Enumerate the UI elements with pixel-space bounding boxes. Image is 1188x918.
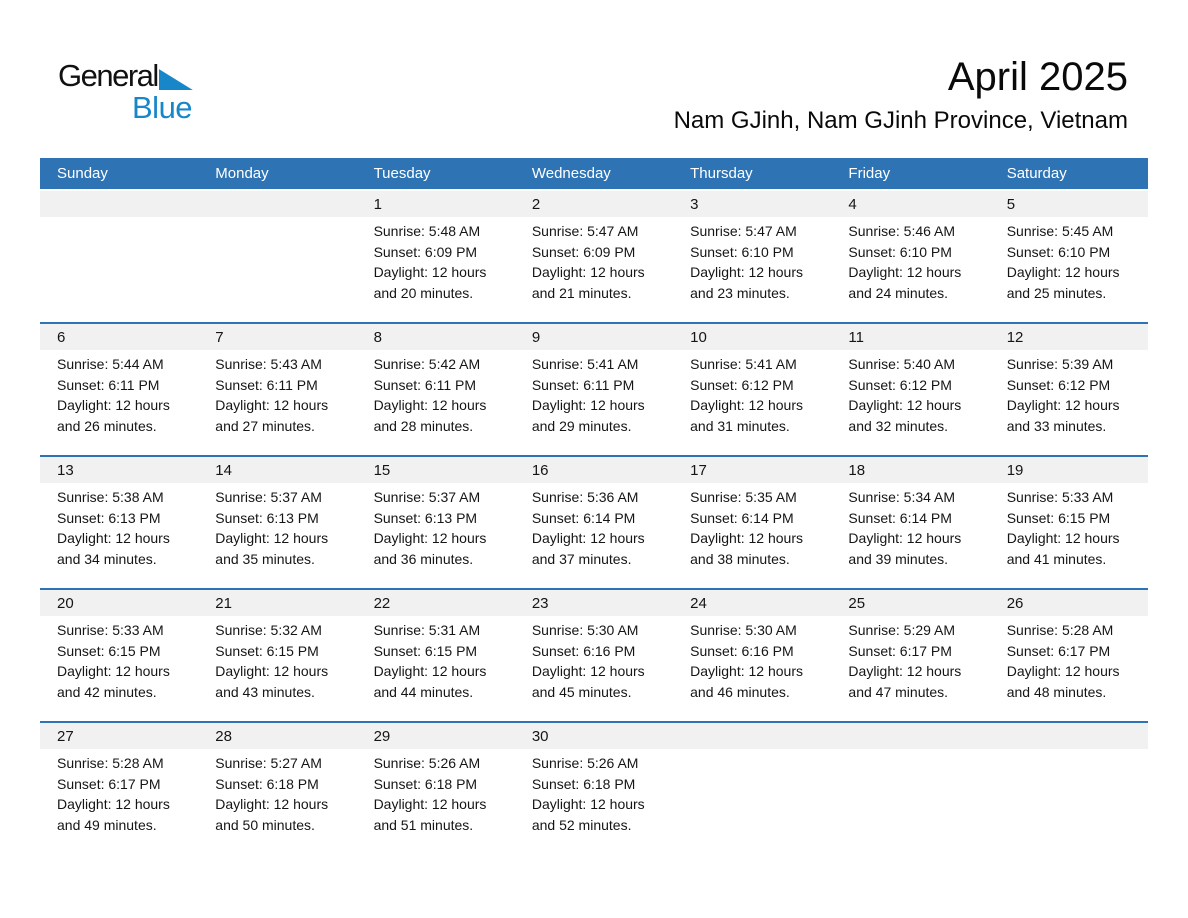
day-details [198,616,356,702]
detail-line: Daylight: 12 hours [215,663,329,679]
detail-line: and 39 minutes. [848,550,949,567]
calendar-weeks [40,189,1148,854]
detail-line: Daylight: 12 hours [373,530,487,546]
weekday-header-tuesday: Tuesday [373,165,431,182]
detail-line: Sunrise: 5:28 AM [57,755,164,771]
day-cell-22 [357,590,515,721]
day-cell-29 [357,723,515,854]
detail-line: Sunrise: 5:42 AM [373,356,481,372]
detail-line: Sunrise: 5:26 AM [531,755,639,771]
detail-line: Daylight: 12 hours [1006,663,1120,679]
detail-line: Daylight: 12 hours [690,397,803,413]
day-number: 5 [990,191,1148,217]
day-details [198,749,356,835]
logo-triangle-icon [159,69,193,90]
detail-line: Sunrise: 5:29 AM [848,622,956,638]
detail-line: Sunset: 6:09 PM [531,243,636,260]
detail-line: Daylight: 12 hours [373,397,487,413]
day-cell-25 [831,590,989,721]
day-number: 27 [40,723,198,749]
day-cell-13 [40,457,198,588]
detail-line: and 20 minutes. [373,284,474,301]
detail-line: Daylight: 12 hours [531,397,645,413]
day-cell-empty [198,191,356,322]
day-cell-27 [40,723,198,854]
day-details [673,350,831,436]
day-cell-12 [990,324,1148,455]
detail-line: Sunrise: 5:47 AM [690,223,797,239]
day-cell-14 [198,457,356,588]
week-row-2 [40,322,1148,455]
day-number: 1 [357,191,515,217]
day-cell-empty [40,191,198,322]
detail-line: and 34 minutes. [57,550,157,567]
detail-line: Daylight: 12 hours [1006,264,1120,280]
detail-line: Sunrise: 5:47 AM [531,223,639,239]
detail-line: Sunset: 6:13 PM [373,509,478,526]
detail-line: Daylight: 12 hours [373,796,487,812]
day-number: 18 [831,457,989,483]
day-details [673,616,831,702]
detail-line: and 38 minutes. [690,550,790,567]
day-number: 2 [515,191,673,217]
detail-line: Daylight: 12 hours [690,663,803,679]
day-cell-26 [990,590,1148,721]
day-details [831,749,989,753]
detail-line: and 47 minutes. [848,683,949,700]
detail-line: and 41 minutes. [1006,550,1107,567]
day-details [515,749,673,835]
day-cell-7 [198,324,356,455]
detail-line: Sunset: 6:18 PM [373,775,478,792]
day-details [990,749,1148,753]
day-number: 12 [990,324,1148,350]
day-details [40,483,198,569]
weekday-header-friday: Friday [848,165,891,182]
day-details [515,483,673,569]
detail-line: and 37 minutes. [531,550,632,567]
day-cell-4 [831,191,989,322]
day-number: 6 [40,324,198,350]
day-number: 10 [673,324,831,350]
day-cell-8 [357,324,515,455]
detail-line: and 27 minutes. [215,417,315,434]
day-number: 16 [515,457,673,483]
day-cell-3 [673,191,831,322]
detail-line: Sunrise: 5:48 AM [373,223,481,239]
detail-line: and 31 minutes. [690,417,790,434]
detail-line: Daylight: 12 hours [215,530,329,546]
day-number [673,723,831,749]
day-details [40,350,198,436]
detail-line: Daylight: 12 hours [57,530,170,546]
detail-line: Sunset: 6:14 PM [531,509,636,526]
day-cell-empty [990,723,1148,854]
detail-line: Daylight: 12 hours [373,663,487,679]
day-number: 17 [673,457,831,483]
day-cell-17 [673,457,831,588]
detail-line: Daylight: 12 hours [690,530,803,546]
detail-line: Sunrise: 5:34 AM [848,489,956,505]
detail-line: Sunrise: 5:32 AM [215,622,322,638]
detail-line: and 50 minutes. [215,816,315,833]
detail-line: Sunset: 6:17 PM [1006,642,1111,659]
detail-line: Daylight: 12 hours [531,530,645,546]
day-details [990,350,1148,436]
day-details [357,217,515,303]
day-cell-28 [198,723,356,854]
weekday-header-thursday: Thursday [690,165,753,182]
location-subtitle: Nam GJinh, Nam GJinh Province, Vietnam [673,107,1128,134]
day-cell-30 [515,723,673,854]
day-details [198,483,356,569]
day-details [831,483,989,569]
detail-line: Sunrise: 5:31 AM [373,622,481,638]
detail-line: Sunset: 6:15 PM [1006,509,1111,526]
day-cell-9 [515,324,673,455]
day-details [673,217,831,303]
detail-line: and 48 minutes. [1006,683,1107,700]
day-number [198,191,356,217]
day-details [40,616,198,702]
detail-line: Sunset: 6:11 PM [57,376,160,393]
detail-line: Sunset: 6:15 PM [57,642,161,659]
weekday-header-saturday: Saturday [1006,165,1067,182]
weekday-header-row [40,158,1148,189]
page-title: April 2025 [947,55,1128,99]
day-details [831,217,989,303]
detail-line: and 29 minutes. [531,417,632,434]
detail-line: and 28 minutes. [373,417,474,434]
detail-line: Daylight: 12 hours [1006,397,1120,413]
detail-line: Sunrise: 5:44 AM [57,356,164,372]
detail-line: and 21 minutes. [531,284,632,301]
detail-line: Daylight: 12 hours [848,530,962,546]
day-cell-23 [515,590,673,721]
detail-line: and 23 minutes. [690,284,790,301]
day-number: 11 [831,324,989,350]
detail-line: Daylight: 12 hours [531,663,645,679]
detail-line: Sunset: 6:18 PM [531,775,636,792]
day-details [515,616,673,702]
day-cell-5 [990,191,1148,322]
detail-line: and 33 minutes. [1006,417,1107,434]
detail-line: Sunrise: 5:40 AM [848,356,956,372]
detail-line: Daylight: 12 hours [531,264,645,280]
day-cell-21 [198,590,356,721]
day-details [990,483,1148,569]
detail-line: Sunset: 6:11 PM [373,376,477,393]
day-number: 26 [990,590,1148,616]
detail-line: Sunrise: 5:41 AM [531,356,639,372]
day-number: 9 [515,324,673,350]
detail-line: Daylight: 12 hours [690,264,803,280]
day-cell-empty [831,723,989,854]
day-number: 20 [40,590,198,616]
detail-line: Sunrise: 5:33 AM [57,622,164,638]
detail-line: Sunset: 6:16 PM [531,642,636,659]
detail-line: and 35 minutes. [215,550,315,567]
week-row-4 [40,588,1148,721]
day-number: 19 [990,457,1148,483]
detail-line: Daylight: 12 hours [848,397,962,413]
weekday-header-wednesday: Wednesday [531,165,611,182]
day-number: 13 [40,457,198,483]
detail-line: Sunset: 6:12 PM [848,376,952,393]
day-details [357,749,515,835]
detail-line: and 44 minutes. [373,683,474,700]
detail-line: and 51 minutes. [373,816,474,833]
day-details [673,749,831,753]
logo-line-general [58,60,193,91]
detail-line: and 36 minutes. [373,550,474,567]
detail-line: Sunrise: 5:37 AM [215,489,322,505]
day-number [990,723,1148,749]
detail-line: Sunrise: 5:30 AM [531,622,639,638]
day-cell-10 [673,324,831,455]
detail-line: Sunset: 6:14 PM [690,509,794,526]
day-cell-11 [831,324,989,455]
detail-line: and 46 minutes. [690,683,790,700]
day-number: 22 [357,590,515,616]
detail-line: and 52 minutes. [531,816,632,833]
detail-line: Daylight: 12 hours [57,796,170,812]
detail-line: Daylight: 12 hours [57,663,170,679]
detail-line: Sunrise: 5:45 AM [1006,223,1114,239]
detail-line: Sunrise: 5:33 AM [1006,489,1114,505]
day-cell-1 [357,191,515,322]
detail-line: and 45 minutes. [531,683,632,700]
day-cell-24 [673,590,831,721]
detail-line: Sunset: 6:09 PM [373,243,478,260]
detail-line: Sunrise: 5:39 AM [1006,356,1114,372]
detail-line: Sunset: 6:13 PM [215,509,319,526]
day-number: 25 [831,590,989,616]
detail-line: Sunrise: 5:30 AM [690,622,797,638]
calendar-table [40,158,1148,854]
day-cell-19 [990,457,1148,588]
day-details [990,217,1148,303]
day-details [515,217,673,303]
day-details [198,217,356,221]
general-blue-logo [58,60,193,123]
detail-line: Daylight: 12 hours [215,397,329,413]
detail-line: Sunrise: 5:27 AM [215,755,322,771]
day-number [40,191,198,217]
header-titles [674,54,1128,135]
day-details [515,350,673,436]
day-cell-2 [515,191,673,322]
detail-line: Sunset: 6:15 PM [373,642,478,659]
day-number: 21 [198,590,356,616]
detail-line: and 26 minutes. [57,417,157,434]
detail-line: Sunrise: 5:43 AM [215,356,322,372]
detail-line: Sunset: 6:12 PM [690,376,794,393]
detail-line: Sunrise: 5:38 AM [57,489,164,505]
day-details [831,616,989,702]
detail-line: and 42 minutes. [57,683,157,700]
detail-line: Sunset: 6:16 PM [690,642,794,659]
detail-line: Sunrise: 5:35 AM [690,489,797,505]
day-number: 24 [673,590,831,616]
detail-line: Daylight: 12 hours [848,264,962,280]
day-cell-15 [357,457,515,588]
detail-line: Sunset: 6:13 PM [57,509,161,526]
day-number: 30 [515,723,673,749]
detail-line: Sunset: 6:17 PM [848,642,952,659]
day-number: 4 [831,191,989,217]
detail-line: Sunrise: 5:36 AM [531,489,639,505]
detail-line: Daylight: 12 hours [848,663,962,679]
day-number: 29 [357,723,515,749]
detail-line: and 24 minutes. [848,284,949,301]
detail-line: Sunrise: 5:46 AM [848,223,956,239]
detail-line: Sunset: 6:14 PM [848,509,952,526]
detail-line: Sunset: 6:10 PM [690,243,794,260]
day-number: 3 [673,191,831,217]
detail-line: Daylight: 12 hours [1006,530,1120,546]
day-number: 28 [198,723,356,749]
detail-line: and 49 minutes. [57,816,157,833]
weekday-header-sunday: Sunday [57,165,108,182]
day-number: 8 [357,324,515,350]
day-details [357,616,515,702]
detail-line: and 32 minutes. [848,417,949,434]
detail-line: Sunrise: 5:41 AM [690,356,797,372]
detail-line: Sunset: 6:10 PM [1006,243,1111,260]
day-number [831,723,989,749]
day-number: 23 [515,590,673,616]
detail-line: Sunrise: 5:28 AM [1006,622,1114,638]
detail-line: Sunrise: 5:26 AM [373,755,481,771]
day-details [673,483,831,569]
day-details [831,350,989,436]
detail-line: Sunset: 6:11 PM [531,376,635,393]
week-row-5 [40,721,1148,854]
detail-line: and 43 minutes. [215,683,315,700]
logo-text-blue: Blue [132,90,193,125]
day-number: 15 [357,457,515,483]
detail-line: Sunset: 6:18 PM [215,775,319,792]
detail-line: Daylight: 12 hours [215,796,329,812]
detail-line: Daylight: 12 hours [57,397,170,413]
logo-text-general: General [58,58,158,93]
detail-line: Sunrise: 5:37 AM [373,489,481,505]
day-cell-18 [831,457,989,588]
detail-line: Sunset: 6:17 PM [57,775,161,792]
week-row-1 [40,189,1148,322]
weekday-header-monday: Monday [215,165,269,182]
day-number: 7 [198,324,356,350]
day-details [357,483,515,569]
detail-line: Sunset: 6:11 PM [215,376,318,393]
detail-line: and 25 minutes. [1006,284,1107,301]
day-details [990,616,1148,702]
day-cell-6 [40,324,198,455]
detail-line: Daylight: 12 hours [531,796,645,812]
week-row-3 [40,455,1148,588]
detail-line: Daylight: 12 hours [373,264,487,280]
day-cell-16 [515,457,673,588]
detail-line: Sunset: 6:12 PM [1006,376,1111,393]
detail-line: Sunset: 6:10 PM [848,243,952,260]
day-details [40,217,198,221]
day-details [198,350,356,436]
day-cell-empty [673,723,831,854]
day-number: 14 [198,457,356,483]
day-cell-20 [40,590,198,721]
day-details [357,350,515,436]
day-details [40,749,198,835]
detail-line: Sunset: 6:15 PM [215,642,319,659]
